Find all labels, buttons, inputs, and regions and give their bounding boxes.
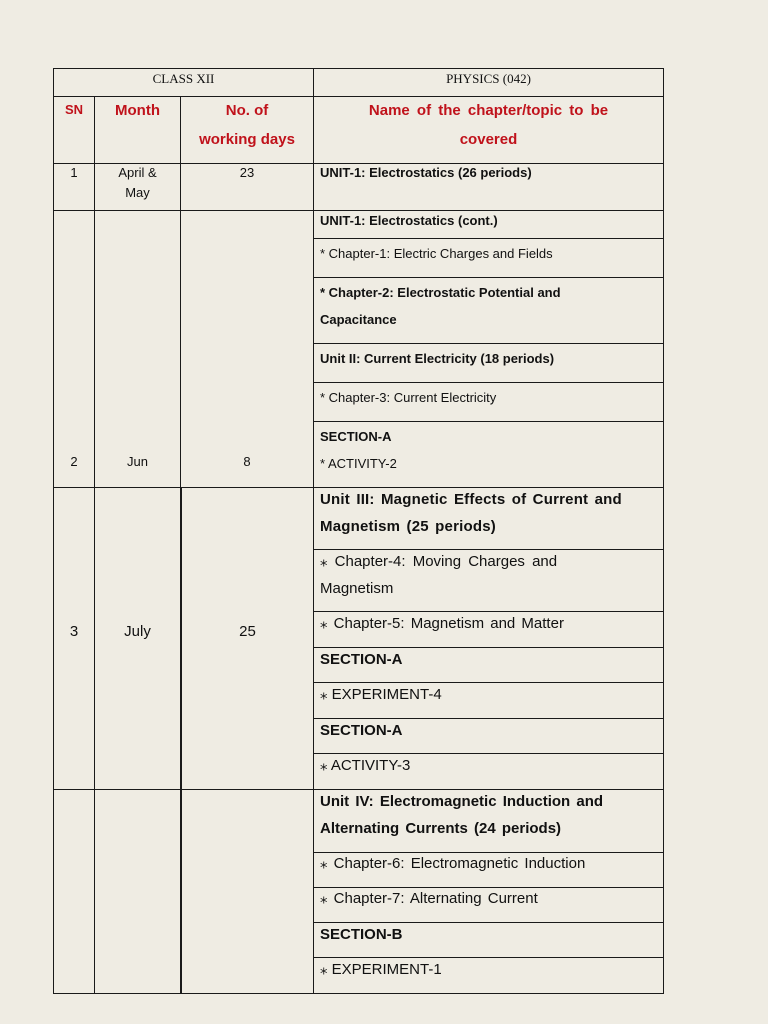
row4-topic-chapter7: ⁎ Chapter-7: Alternating Current [320,890,538,907]
row2-topic-chapter3: * Chapter-3: Current Electricity [320,390,497,405]
row4-topic-chapter6: ⁎ Chapter-6: Electromagnetic Induction [320,855,586,872]
row2-sn: 2 [70,454,78,469]
row1-month-1: April & [118,165,157,180]
subject-label: PHYSICS (042) [446,71,531,86]
row4-topic-section-b: SECTION-B [320,926,403,943]
row2-topic-activity: * ACTIVITY-2 [320,456,397,471]
row3-topic-chapter4-cont: Magnetism [320,580,394,597]
row2-days: 8 [243,454,251,469]
row2-topic-unit1-cont: UNIT-1: Electrostatics (cont.) [320,213,498,228]
col-topic-heading-2: covered [459,131,518,148]
row1-days: 23 [239,165,255,180]
col-days-heading-2: working days [199,131,295,148]
col-topic-heading-1: Name of the chapter/topic to be [368,102,609,119]
row3-topic-activity3: ⁎ ACTIVITY-3 [320,757,411,774]
row3-month: July [124,623,151,640]
col-sn-heading: SN [64,102,84,117]
row3-topic-chapter4: ⁎ Chapter-4: Moving Charges and [320,553,558,570]
row1-month-2: May [125,185,150,200]
row3-topic-unit3-cont: Magnetism (25 periods) [320,518,496,535]
row2-topic-chapter2-cont: Capacitance [320,312,397,327]
row3-topic-chapter5: ⁎ Chapter-5: Magnetism and Matter [320,615,564,632]
row2-topic-chapter1: * Chapter-1: Electric Charges and Fields [320,246,553,261]
row1-topic-unit1: UNIT-1: Electrostatics (26 periods) [320,165,532,180]
row3-topic-section-a1: SECTION-A [320,651,403,668]
row1-sn: 1 [70,165,78,180]
row3-topic-experiment4: ⁎ EXPERIMENT-4 [320,686,442,703]
col-month-heading: Month [115,102,160,119]
row4-topic-unit4-cont: Alternating Currents (24 periods) [320,820,562,837]
class-label: CLASS XII [152,71,215,86]
row2-topic-section: SECTION-A [320,429,392,444]
row4-topic-experiment1: ⁎ EXPERIMENT-1 [320,961,442,978]
row3-topic-section-a2: SECTION-A [320,722,403,739]
row3-days: 25 [239,623,256,640]
row3-topic-unit3: Unit III: Magnetic Effects of Current and [320,491,622,508]
row2-topic-chapter2: * Chapter-2: Electrostatic Potential and [320,285,561,300]
col-days-heading-1: No. of [225,102,269,119]
row2-topic-unit2: Unit II: Current Electricity (18 periods) [320,351,555,366]
row3-sn: 3 [69,623,79,640]
row2-month: Jun [127,454,148,469]
row4-topic-unit4: Unit IV: Electromagnetic Induction and [320,793,604,810]
